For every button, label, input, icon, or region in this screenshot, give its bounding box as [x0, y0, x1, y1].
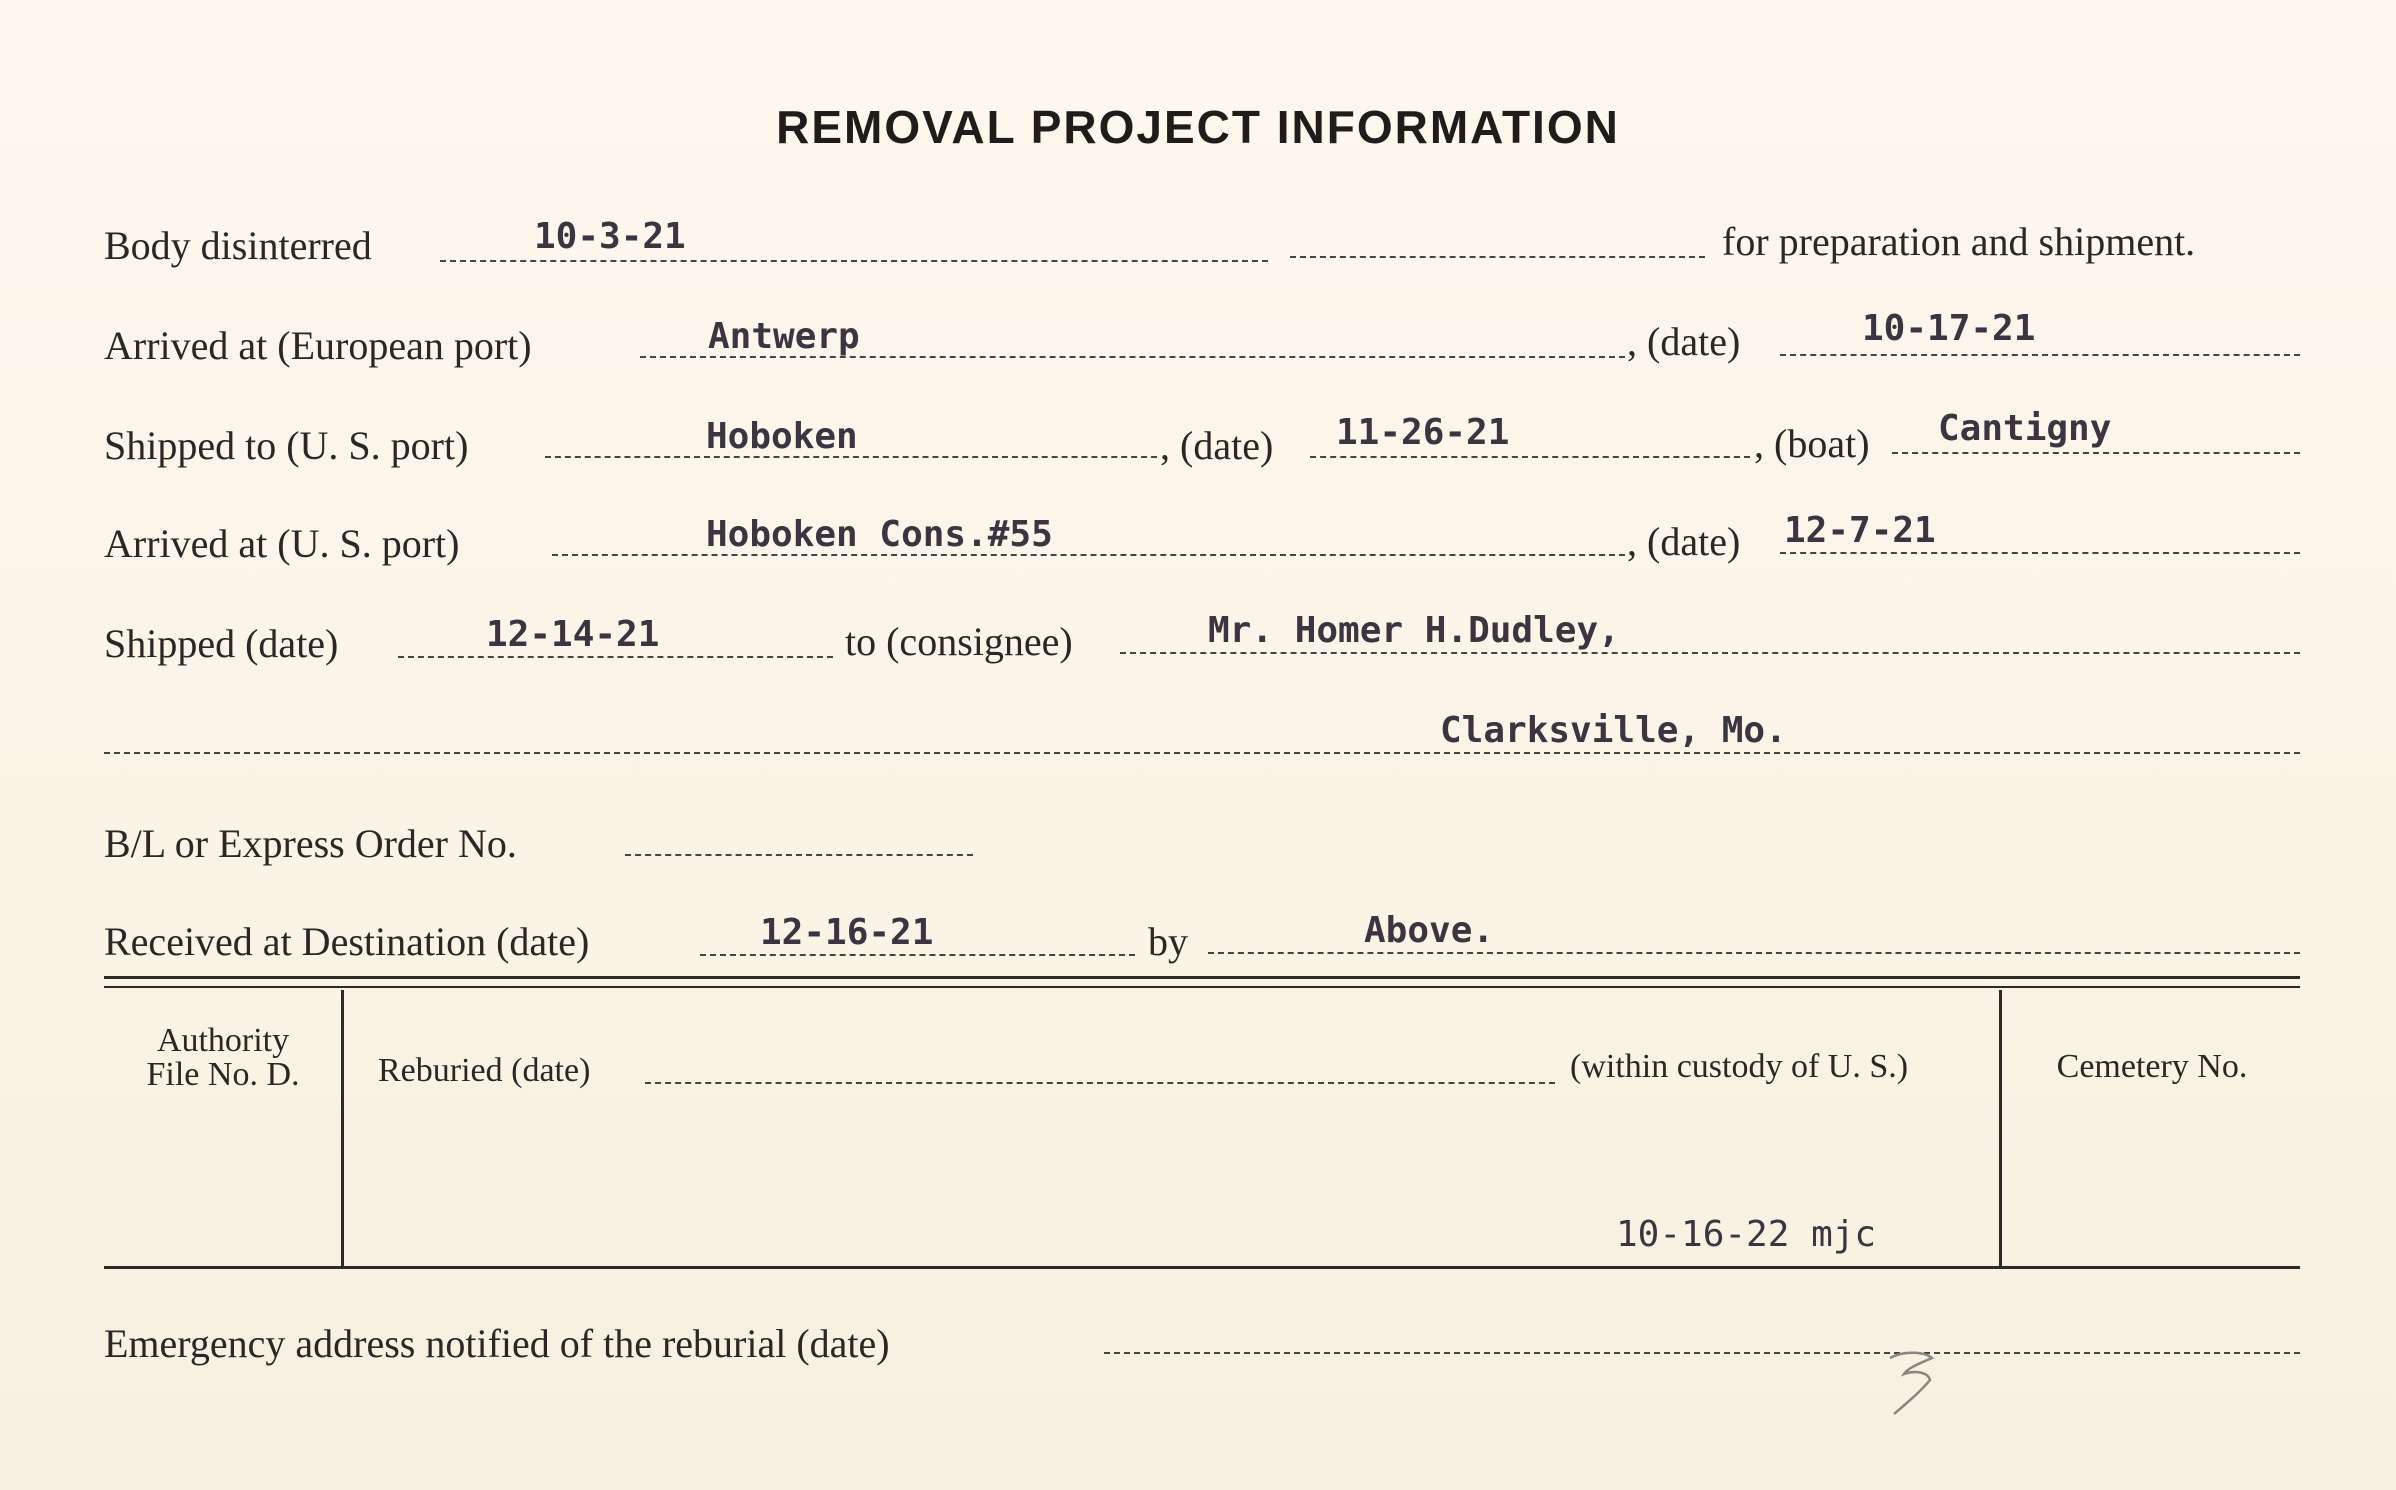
reburied-label: Reburied (date): [378, 1052, 591, 1089]
shipped-date-label: Shipped (date): [104, 621, 339, 666]
european-port-label: Arrived at (European port): [104, 323, 532, 368]
european-port-date-line: [1780, 354, 2300, 356]
european-port-value: Antwerp: [708, 316, 860, 357]
table-divider-right: [1999, 990, 2002, 1266]
shipped-date-value: 12-14-21: [486, 614, 660, 655]
us-port-shipped-date-line: [1310, 456, 1750, 458]
custody-label: (within custody of U. S.): [1570, 1048, 1909, 1085]
consignee-line: [1120, 652, 2300, 654]
received-destination-value: 12-16-21: [760, 912, 934, 953]
us-port-arrived-value: Hoboken Cons.#55: [706, 514, 1053, 555]
received-by-value: Above.: [1364, 910, 1495, 951]
table-divider-left: [341, 990, 344, 1266]
emergency-address-label: Emergency address notified of the reburial (date): [104, 1321, 890, 1366]
boat-label: , (boat): [1754, 421, 1870, 466]
consignee-address-value: Clarksville, Mo.: [1440, 710, 1787, 751]
european-port-date-label: , (date): [1627, 319, 1741, 364]
consignee-label: to (consignee): [845, 619, 1073, 664]
us-port-shipped-date-value: 11-26-21: [1336, 412, 1510, 453]
us-port-arrived-label: Arrived at (U. S. port): [104, 521, 460, 566]
received-destination-label: Received at Destination (date): [104, 919, 590, 964]
us-port-shipped-value: Hoboken: [706, 416, 858, 457]
us-port-arrived-date-line: [1780, 552, 2300, 554]
authority-label: [110, 1024, 336, 1092]
authority-label-line1: Authority: [156, 1022, 290, 1059]
table-bottom-rule: [104, 1266, 2300, 1269]
pencil-mark: [1880, 1340, 1950, 1420]
consignee-address-line: [104, 752, 2300, 754]
received-destination-line: [700, 954, 1135, 956]
received-by-label: by: [1148, 919, 1188, 964]
table-top-rule: [104, 976, 2300, 979]
body-disinterred-line-2: [1290, 256, 1705, 258]
us-port-shipped-date-label: , (date): [1160, 423, 1274, 468]
body-disinterred-label: Body disinterred: [104, 223, 372, 268]
consignee-value: Mr. Homer H.Dudley,: [1208, 610, 1620, 651]
bl-express-order-label: B/L or Express Order No.: [104, 821, 517, 866]
reburial-note-value: 10-16-22 mjc: [1616, 1214, 1877, 1255]
boat-line: [1892, 452, 2300, 454]
reburied-line: [645, 1082, 1555, 1084]
body-disinterred-line: [440, 260, 1268, 262]
shipped-date-line: [398, 656, 833, 658]
us-port-shipped-label: Shipped to (U. S. port): [104, 423, 469, 468]
body-disinterred-value: 10-3-21: [534, 216, 686, 257]
authority-label-line2: File No. D.: [146, 1056, 300, 1093]
preparation-shipment-label: for preparation and shipment.: [1722, 219, 2196, 264]
bl-express-order-line: [625, 854, 973, 856]
european-port-date-value: 10-17-21: [1862, 308, 2036, 349]
cemetery-label: Cemetery No.: [2056, 1048, 2248, 1085]
emergency-address-line: [1104, 1352, 2300, 1354]
boat-value: Cantigny: [1938, 408, 2112, 449]
card-title: REMOVAL PROJECT INFORMATION: [776, 101, 1620, 153]
received-by-line: [1208, 952, 2300, 954]
table-top-rule-inner: [104, 986, 2300, 988]
us-port-arrived-date-label: , (date): [1627, 519, 1741, 564]
us-port-arrived-date-value: 12-7-21: [1784, 510, 1936, 551]
